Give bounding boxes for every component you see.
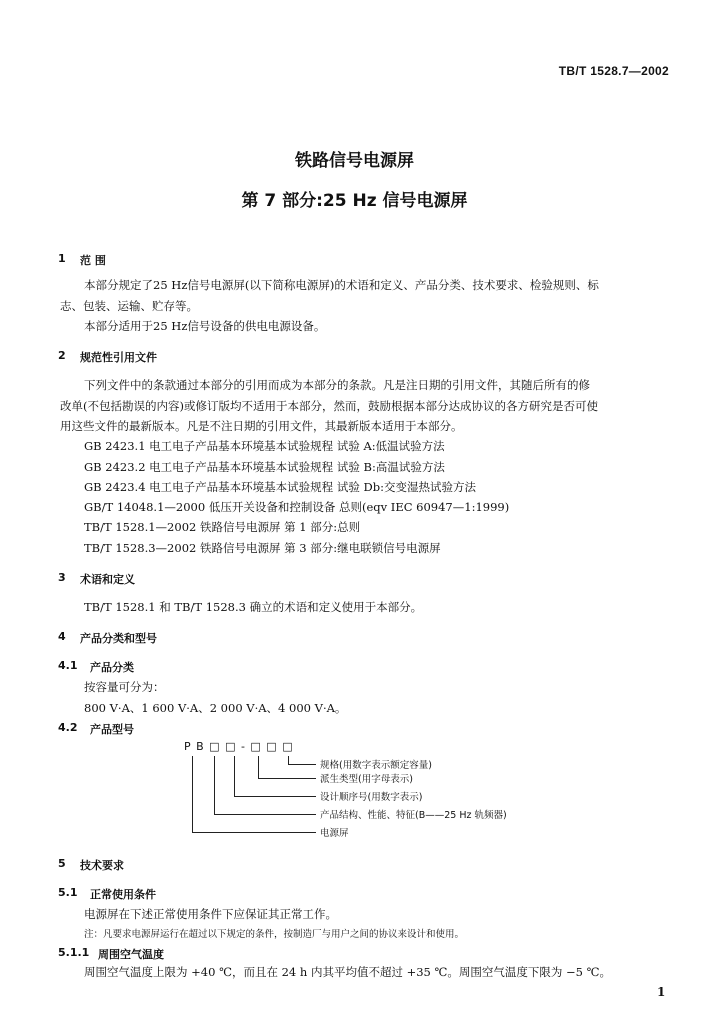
section-1-paragraph-2: 本部分适用于25 Hz信号设备的供电电源设备。 (84, 319, 326, 333)
reference-item: GB 2423.4 电工电子产品基本环境基本试验规程 试验 Db:交变湿热试验方法 (84, 480, 476, 494)
reference-item: GB 2423.2 电工电子产品基本环境基本试验规程 试验 B:高温试验方法 (84, 460, 445, 474)
section-5-1-note: 注：凡要求电源屏运行在超过以下规定的条件，按制造厂与用户之间的协议来设计和使用。 (84, 929, 465, 940)
section-2-paragraph-line-3: 用这些文件的最新版本。凡是不注日期的引用文件，其最新版本适用于本部分。 (60, 419, 463, 433)
section-2-paragraph-line-1: 下列文件中的条款通过本部分的引用而成为本部分的条款。凡是注日期的引用文件，其随后所有的修 (84, 378, 590, 392)
section-3-paragraph: TB/T 1528.1 和 TB/T 1528.3 确立的术语和定义使用于本部分。 (84, 600, 423, 614)
section-5-1-paragraph: 电源屏在下述正常使用条件下应保证其正常工作。 (84, 907, 337, 921)
section-2-heading: 规范性引用文件 (80, 351, 157, 364)
model-label-spec: 规格(用数字表示额定容量) (320, 760, 432, 771)
document-subtitle: 第 7 部分:25 Hz 信号电源屏 (241, 191, 468, 211)
section-1-paragraph-1-line-1: 本部分规定了25 Hz信号电源屏(以下简称电源屏)的术语和定义、产品分类、技术要求、检验规则、标 (84, 278, 599, 292)
section-2-number: 2 (58, 349, 66, 362)
reference-item: GB 2423.1 电工电子产品基本环境基本试验规程 试验 A:低温试验方法 (84, 439, 445, 453)
reference-item: GB/T 14048.1—2000 低压开关设备和控制设备 总则(eqv IEC 60947—1:1999) (84, 500, 510, 514)
model-label-power-panel: 电源屏 (320, 828, 349, 839)
section-3-number: 3 (58, 571, 66, 584)
section-4-number: 4 (58, 630, 66, 643)
reference-item: TB/T 1528.1—2002 铁路信号电源屏 第 1 部分:总则 (84, 520, 361, 534)
reference-item: TB/T 1528.3—2002 铁路信号电源屏 第 3 部分:继电联锁信号电源屏 (84, 541, 441, 555)
section-1-heading: 范 围 (80, 254, 106, 267)
section-4-1-line-2: 800 V·A、1 600 V·A、2 000 V·A、4 000 V·A。 (84, 701, 347, 715)
section-4-1-number: 4.1 (58, 659, 78, 672)
section-4-1-line-1: 按容量可分为： (84, 680, 165, 694)
section-5-1-1-paragraph: 周围空气温度上限为 +40 ℃，而且在 24 h 内其平均值不超过 +35 ℃。周围空气温度下限为 −5 ℃。 (84, 965, 612, 979)
section-4-1-heading: 产品分类 (90, 661, 134, 674)
document-title: 铁路信号电源屏 (295, 151, 414, 171)
model-label-structure: 产品结构、性能、特征(B——25 Hz 轨频器) (320, 810, 507, 821)
section-4-2-number: 4.2 (58, 721, 78, 734)
section-1-number: 1 (58, 252, 66, 265)
section-5-1-heading: 正常使用条件 (90, 888, 156, 901)
section-3-heading: 术语和定义 (80, 573, 135, 586)
section-5-number: 5 (58, 857, 66, 870)
section-5-heading: 技术要求 (80, 859, 124, 872)
section-5-1-1-heading: 周围空气温度 (98, 948, 164, 961)
section-1-paragraph-1-line-2: 志、包装、运输、贮存等。 (60, 299, 198, 313)
section-5-1-1-number: 5.1.1 (58, 946, 90, 959)
section-5-1-number: 5.1 (58, 886, 78, 899)
page-number: 1 (657, 985, 666, 999)
model-label-design-sequence: 设计顺序号(用数字表示) (320, 792, 423, 803)
section-2-paragraph-line-2: 改单(不包括勘误的内容)或修订版均不适用于本部分，然而，鼓励根据本部分达成协议的各方研究是否可使 (60, 399, 598, 413)
model-label-derived-type: 派生类型(用字母表示) (320, 774, 413, 785)
section-4-2-heading: 产品型号 (90, 723, 134, 736)
section-4-heading: 产品分类和型号 (80, 632, 157, 645)
standard-number: TB/T 1528.7—2002 (558, 64, 669, 78)
model-code: P B □ □ - □ □ □ (184, 740, 294, 753)
